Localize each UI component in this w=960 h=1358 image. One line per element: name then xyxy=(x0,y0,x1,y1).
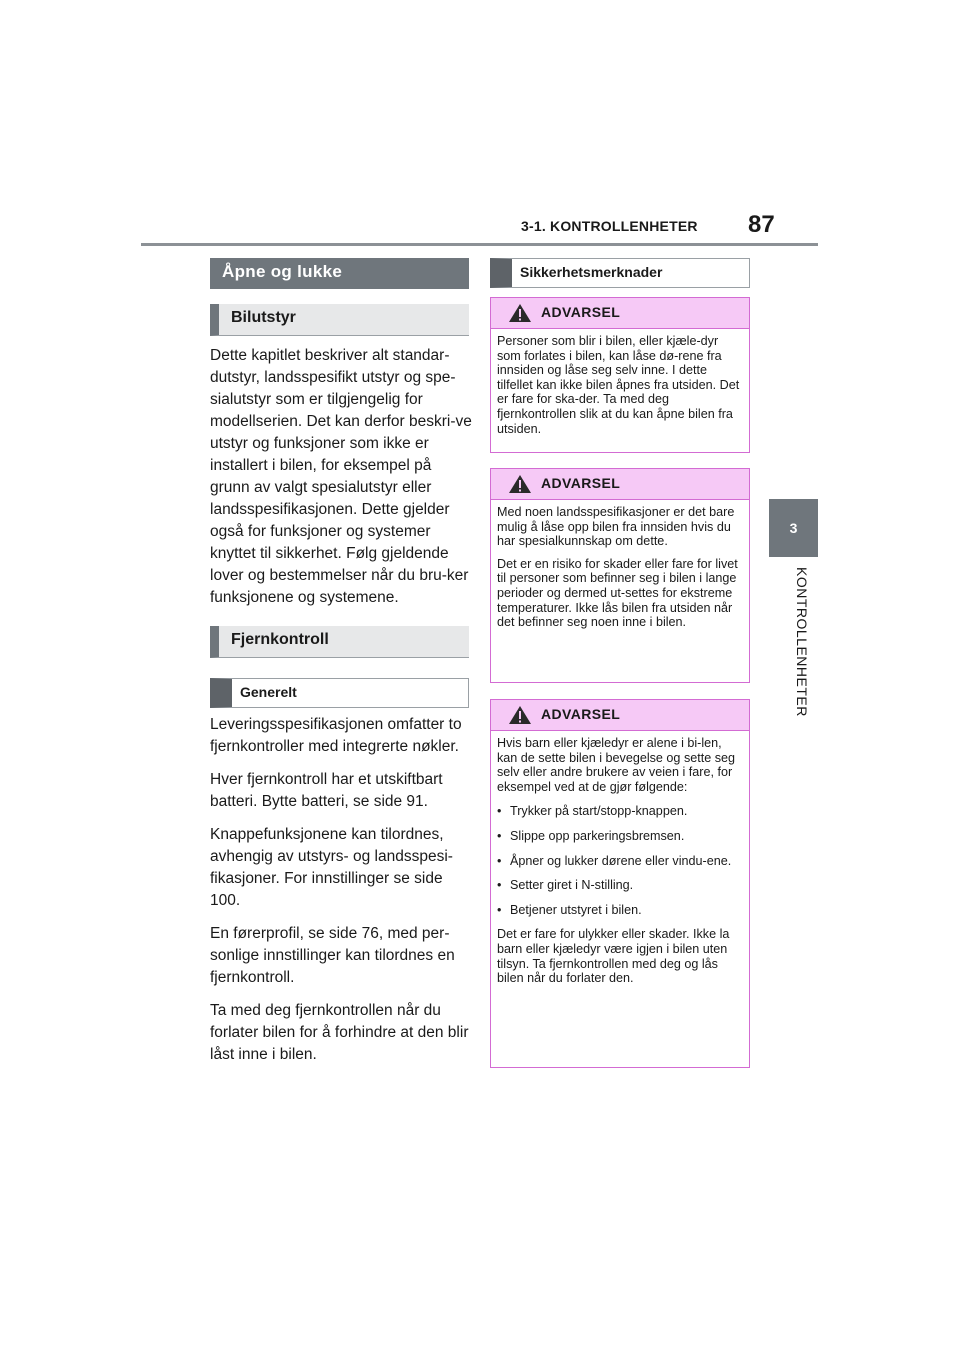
warning-text: Det er fare for ulykker eller skader. Ikke la barn eller kjæledyr være igjen i bilen uten tilsyn. Ta fjernkontrollen med deg og lås bilen når du forlater den. xyxy=(497,927,730,986)
sub-heading-bilutstyr: Bilutstyr xyxy=(210,304,469,336)
warning-box-2 xyxy=(490,468,750,683)
warning-label: ADVARSEL xyxy=(541,304,621,320)
warning-body xyxy=(491,731,749,994)
paragraph: Dette kapitlet beskriver alt standar-dutstyr, landsspesifikt utstyr og spe-sialutstyr som er tilgjengelig for modellserien. Det kan derfor beskri-ve utstyr og funksjoner som ikke er installert i bilen, for eksempel på grunn av valgt spesialutstyr eller landsspesifikasjonen. Dette gjelder også for funksjoner og systemer knyttet til sikkerhet. Følg gjeldende lover og bestemmelser når du bru-ker funksjonene og systemene. xyxy=(210,347,472,606)
intro-paragraph xyxy=(210,345,472,620)
sub-sub-heading-generelt: Generelt xyxy=(210,678,469,708)
page-number: 87 xyxy=(748,211,775,238)
warning-triangle-icon xyxy=(508,705,532,725)
sub-heading-fjernkontroll: Fjernkontroll xyxy=(210,626,469,658)
header-rule xyxy=(141,243,818,246)
warning-header xyxy=(491,469,749,500)
paragraph: Ta med deg fjernkontrollen når du forlater bilen for å forhindre at den blir låst inne i bilen. xyxy=(210,1002,469,1063)
warning-box-1 xyxy=(490,297,750,453)
warning-header xyxy=(491,298,749,329)
chapter-tab: 3 xyxy=(769,499,818,557)
chapter-tab-label: KONTROLLENHETER xyxy=(794,567,810,717)
safety-heading: Sikkerhetsmerknader xyxy=(490,258,750,288)
warning-text: Med noen landsspesifikasjoner er det bare mulig å låse opp bilen fra innsiden hvis du har spesialkunnskap om dette. xyxy=(497,505,735,549)
list-item: • Betjener utstyret i bilen. xyxy=(497,902,642,917)
paragraph: Hver fjernkontroll har et utskiftbart batteri. Bytte batteri, se side 91. xyxy=(210,771,443,810)
warning-triangle-icon xyxy=(508,474,532,494)
warning-box-3 xyxy=(490,699,750,1068)
warning-text: Det er en risiko for skader eller fare for livet til personer som befinner seg i bilen i lange perioder og dermed ut-settes for ekstreme temperaturer. Ikke lås bilen fra utsiden når det befinner seg noen inne i bilen. xyxy=(497,556,738,630)
paragraph: Leveringsspesifikasjonen omfatter to fjernkontroller med integrerte nøkler. xyxy=(210,716,462,755)
section-title: 3-1. KONTROLLENHETER xyxy=(521,218,698,234)
remote-paragraphs xyxy=(210,714,472,1077)
paragraph: Knappefunksjonene kan tilordnes, avhengig av utstyrs- og landsspesi-fikasjoner. For innstillinger se side 100. xyxy=(210,826,453,909)
list-item: • Åpner og lukker dørene eller vindu-ene. xyxy=(497,853,732,868)
warning-label: ADVARSEL xyxy=(541,475,621,491)
warning-body xyxy=(491,500,749,638)
warning-label: ADVARSEL xyxy=(541,706,621,722)
warning-text: Hvis barn eller kjæledyr er alene i bi-len, kan de sette bilen i bevegelse og sette seg selv eller andre brukere av veien i fare, for eksempel ved at de gjør følgende: xyxy=(497,736,736,794)
list-item: • Trykker på start/stopp-knappen. xyxy=(497,804,688,819)
main-heading: Åpne og lukke xyxy=(210,258,469,289)
list-item: • Setter giret i N-stilling. xyxy=(497,878,634,893)
list-item: • Slippe opp parkeringsbremsen. xyxy=(497,828,685,843)
warning-text: Personer som blir i bilen, eller kjæle-dyr som forlates i bilen, kan låse dø-rene fra innsiden og låse seg selv inne. I dette tilfellet kan ikke bilen åpnes fra utsiden. Det er fare for ska-der. Ta med deg fjernkontrollen slik at du kan åpne bilen fra utsiden. xyxy=(497,334,740,436)
warning-body xyxy=(491,329,749,444)
warning-header xyxy=(491,700,749,731)
warning-triangle-icon xyxy=(508,303,532,323)
paragraph: En førerprofil, se side 76, med per-sonlige innstillinger kan tilordnes en fjernkontroll. xyxy=(210,925,455,986)
